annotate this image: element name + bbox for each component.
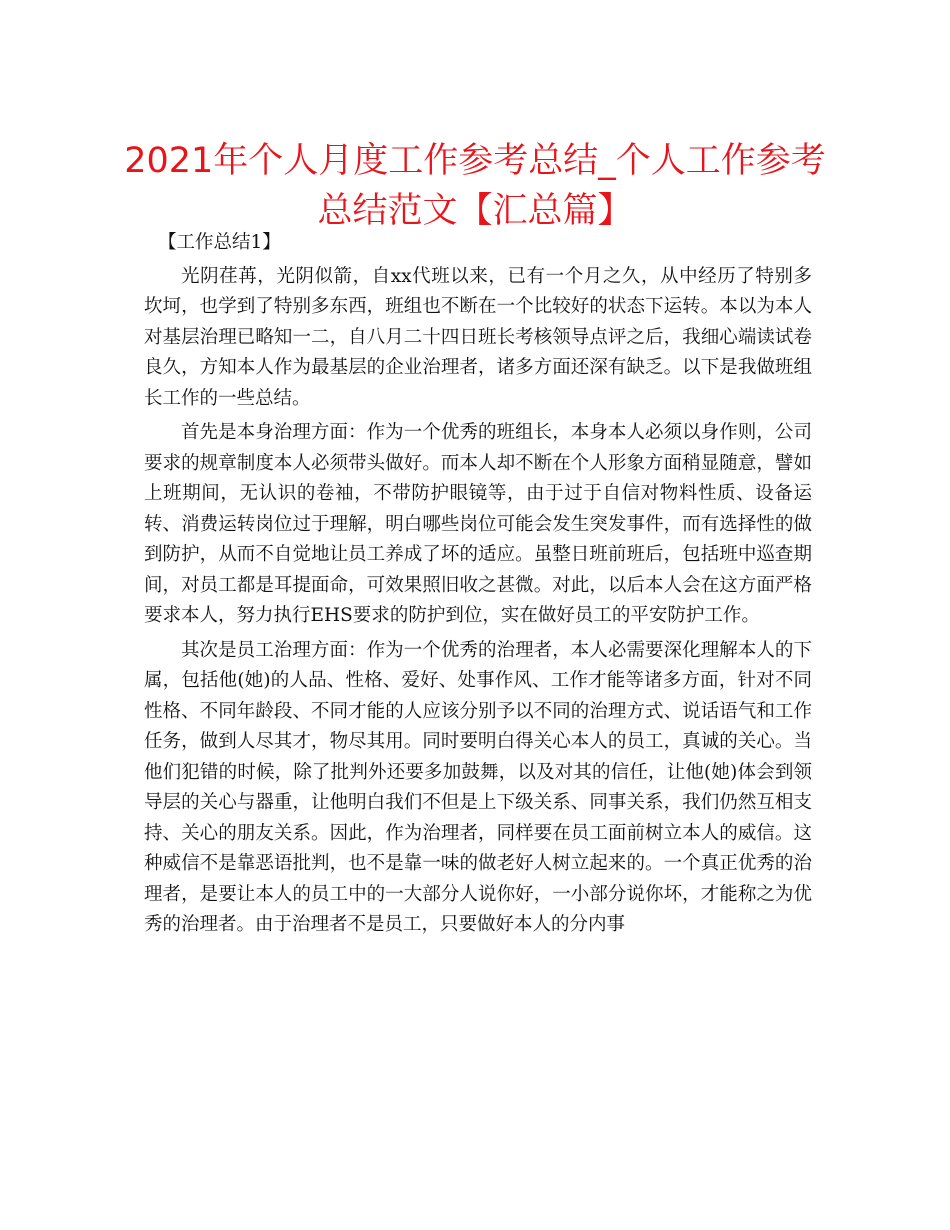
section-heading: 【工作总结1】 [158,232,281,253]
paragraph-staff-management: 其次是员工治理方面：作为一个优秀的治理者，本人必需要深化理解本人的下属，包括他(她)的人品、性格、爱好、处事作风、工作才能等诸多方面，针对不同性格、不同年龄段、不同才能的人应该分别予以不同的治理方式、说话语气和工作任务，做到人尽其才，物尽其用。同时要明白得关心本人的员工，真诚的关心。当他们犯错的时候，除了批判外还要多加鼓舞，以及对其的信任，让他(她)体会到领导层的关心与器重，让他明白我们不但是上下级关系、同事关系，我们仍然互相支持、关心的朋友关系。因此，作为治理者，同样要在员工面前树立本人的威信。这种威信不是靠恶语批判，也不是靠一味的做老好人树立起来的。一个真正优秀的治理者，是要让本人的员工中的一大部分人说你好，一小部分说你坏，才能称之为优秀的治理者。由于治理者不是员工，只要做好本人的分内事 [144,639,812,935]
document-title: 2021年个人月度工作参考总结_个人工作参考总结范文【汇总篇】 [124,141,826,231]
paragraph-intro: 光阴荏苒，光阴似箭，自xx代班以来，已有一个月之久，从中经历了特别多坎坷，也学到了特别多东西，班组也不断在一个比较好的状态下运转。本以为本人对基层治理已略知一二，自八月二十四日班长考核领导点评之后，我细心端读试卷良久，方知本人作为最基层的企业治理者，诸多方面还深有缺乏。以下是我做班组长工作的一些总结。 [144,265,812,409]
paragraph-self-management: 首先是本身治理方面：作为一个优秀的班组长，本身本人必须以身作则，公司要求的规章制度本人必须带头做好。而本人却不断在个人形象方面稍显随意，譬如上班期间，无认识的卷袖，不带防护眼镜等，由于过于自信对物料性质、设备运转、消费运转岗位过于理解，明白哪些岗位可能会发生突发事件，而有选择性的做到防护，从而不自觉地让员工养成了坏的适应。虽整日班前班后，包括班中巡查期间，对员工都是耳提面命，可效果照旧收之甚微。对此，以后本人会在这方面严格要求本人，努力执行EHS要求的防护到位，实在做好员工的平安防护工作。 [144,422,812,626]
document-body [144,228,812,945]
